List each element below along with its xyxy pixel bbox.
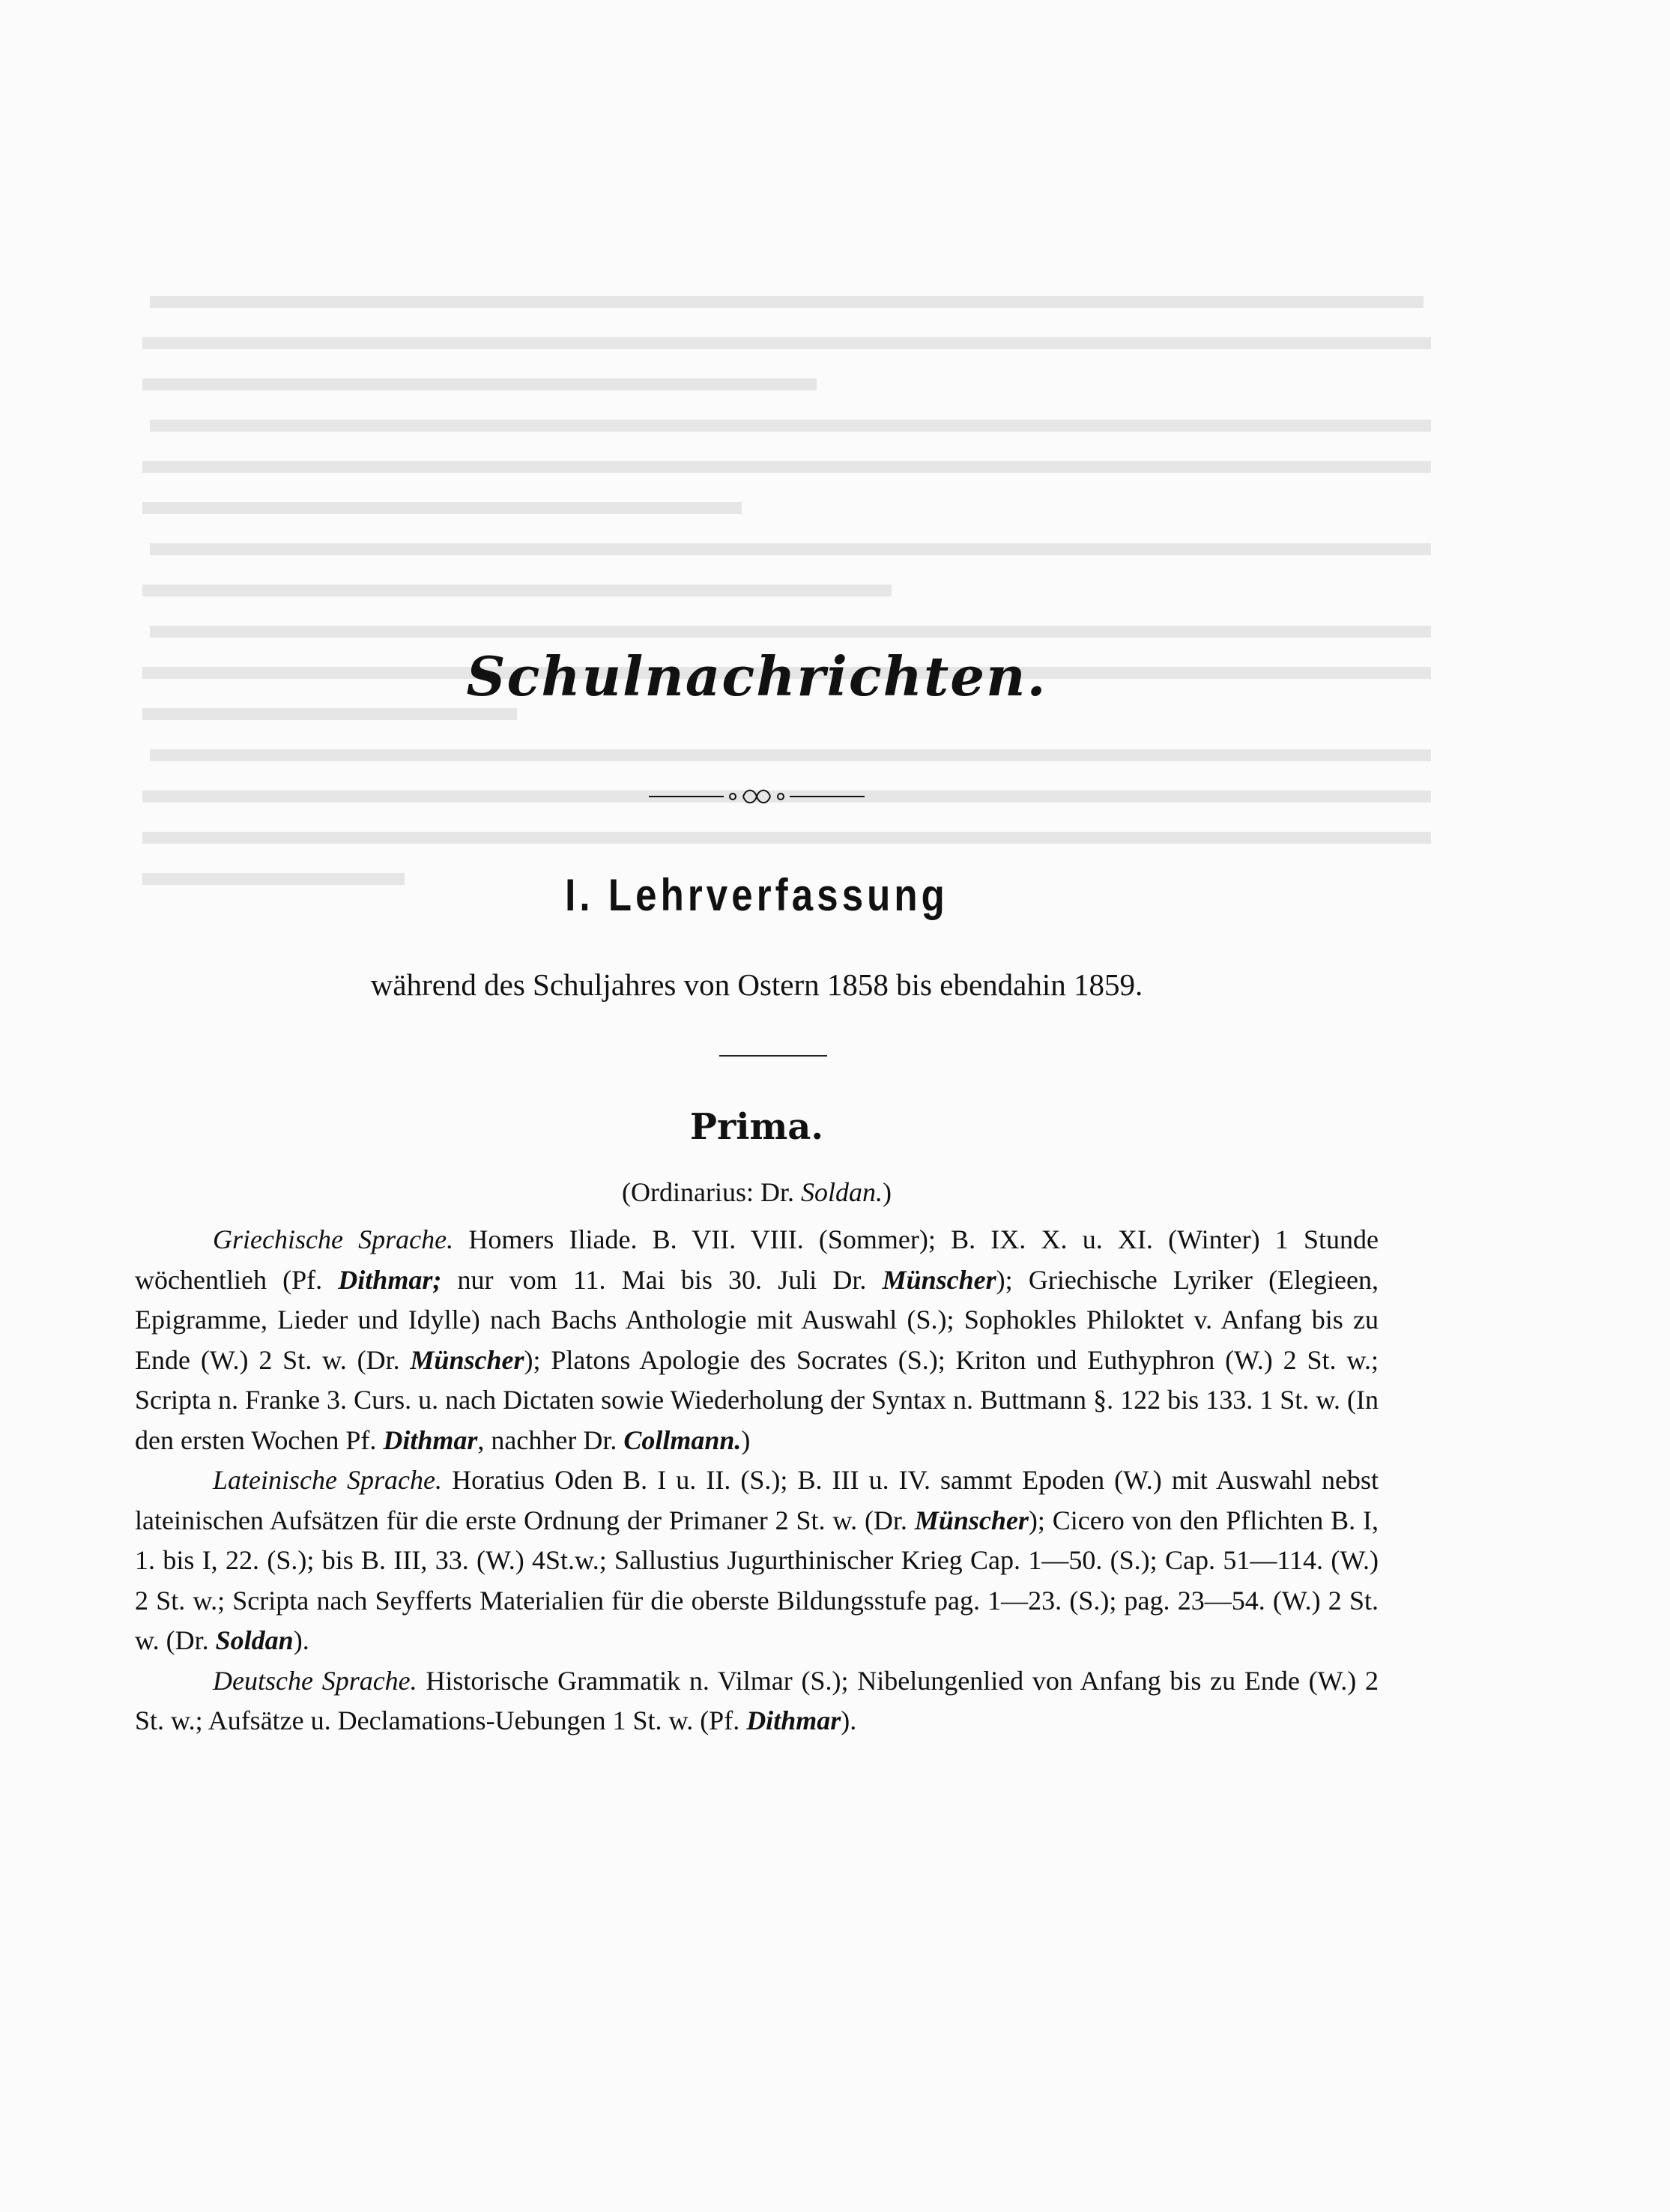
teacher-name: Dithmar; (338, 1264, 442, 1295)
ordinarius-prefix: (Ordinarius: Dr. (622, 1177, 801, 1207)
subject-label-german: Deutsche Sprache. (213, 1665, 417, 1696)
ornament-divider (649, 785, 865, 808)
teacher-name: Münscher (882, 1264, 996, 1295)
subjects-text (135, 1220, 1379, 1741)
teacher-name: Collmann. (623, 1424, 742, 1455)
greek-text-1: Homers Iliade. B. VII. VIII. (Sommer); B. IX. X. u. XI. (Winter) 1 Stunde wöchentlieh (Pf. (135, 1224, 1379, 1295)
ordinarius-line (135, 1176, 1379, 1208)
teacher-name: Münscher (914, 1505, 1029, 1535)
ordinarius-suffix: ) (882, 1177, 892, 1207)
section-subtitle: während des Schuljahres von Ostern 1858 bis ebendahin 1859. (370, 967, 1143, 1002)
page-title: Schulnachrichten. (466, 644, 1047, 708)
teacher-name: Dithmar (746, 1705, 841, 1735)
greek-text-5: , nachher Dr. (477, 1424, 624, 1455)
subject-label-latin: Lateinische Sprache. (213, 1465, 443, 1495)
ordinarius-name: Soldan. (800, 1177, 883, 1207)
subject-label-greek: Griechische Sprache. (213, 1224, 454, 1254)
greek-text-2: nur vom 11. Mai bis 30. Juli Dr. (441, 1264, 883, 1295)
class-title: Prima. (689, 1106, 824, 1148)
paragraph-latin (135, 1460, 1379, 1661)
latin-text-2: ); Cicero von den Pflichten B. I, 1. bis I, 22. (S.); bis B. III, 33. (W.) 4St.w.; Sallustius Jugurthinischer Krieg Cap. 1—50. (S.); Cap. 51—114. (W.) 2 St. w.; Scripta nach Seyfferts Materialien für die oberste Bildungsstufe pag. 1—23. (S.); pag. 23—54. (W.) 2 St. w. (Dr. (135, 1505, 1379, 1655)
latin-text-3: ). (293, 1625, 309, 1655)
german-text-1: Historische Grammatik n. Vilmar (S.); Nibelungenlied von Anfang bis zu Ende (W.) 2 St. w.; Aufsätze u. Declamations-Uebungen 1 St. w. (Pf. (135, 1665, 1379, 1735)
greek-text-6: ) (741, 1424, 751, 1455)
teacher-name: Münscher (410, 1344, 524, 1375)
greek-text-3: ); Griechische Lyriker (Elegieen, Epigramme, Lieder und Idylle) nach Bachs Anthologie mit Auswahl (S.); Sophokles Philoktet v. Anfang bis zu Ende (W.) 2 St. w. (Dr. (135, 1264, 1379, 1375)
teacher-name: Soldan (215, 1625, 294, 1655)
divider-rule (719, 1055, 827, 1057)
latin-text-1: Horatius Oden B. I u. II. (S.); B. III u. IV. sammt Epoden (W.) mit Auswahl nebst lateinischen Aufsätzen für die erste Ordnung der Primaner 2 St. w. (Dr. (135, 1465, 1379, 1535)
paragraph-german (135, 1661, 1379, 1741)
german-text-2: ). (841, 1705, 857, 1735)
teacher-name: Dithmar (383, 1424, 478, 1455)
paragraph-greek (135, 1220, 1379, 1460)
greek-text-4: ); Platons Apologie des Socrates (S.); Kriton und Euthyphron (W.) 2 St. w.; Scripta n. Franke 3. Curs. u. nach Dictaten sowie Wiederholung der Syntax n. Buttmann §. 122 bis 133. 1 St. w. (In den ersten Wochen Pf. (135, 1344, 1379, 1455)
section-title: I. Lehrverfassung (565, 870, 949, 920)
